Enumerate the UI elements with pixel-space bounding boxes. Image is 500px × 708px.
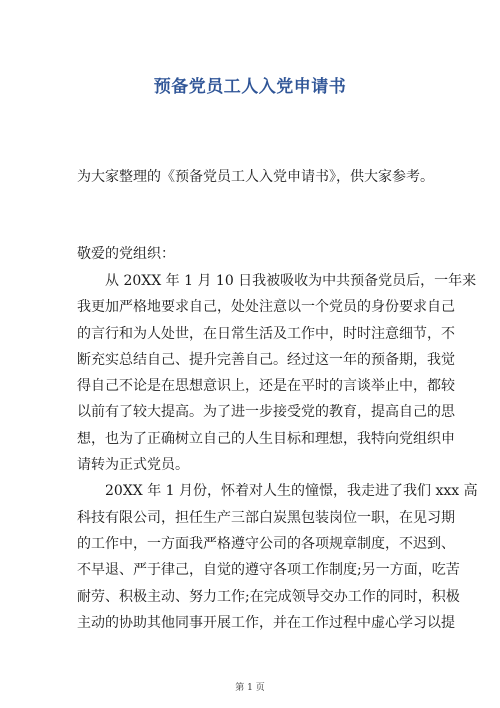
intro-text: 为大家整理的《预备党员工人入党申请书》，供大家参考。 bbox=[77, 169, 434, 185]
paragraph-1-line-6: 以前有了较大提高。为了进一步接受党的教育，提高自己的思 bbox=[77, 404, 455, 421]
paragraph-1-line-7: 想，也为了正确树立自己的人生目标和理想，我特向党组织申 bbox=[77, 430, 455, 447]
letter-body bbox=[77, 268, 478, 636]
paragraph-1-line-3: 的言行和为人处世，在日常生活及工作中，时时注意细节，不 bbox=[77, 325, 455, 342]
salutation: 敬爱的党组织： bbox=[77, 246, 175, 262]
page-number: 第 1 页 bbox=[235, 683, 265, 693]
paragraph-2-line-5: 耐劳、积极主动、努力工作;在完成领导交办工作的同时，积极 bbox=[77, 588, 460, 605]
paragraph-1-line-2: 我更加严格地要求自己，处处注意以一个党员的身份要求自己 bbox=[77, 299, 455, 316]
paragraph-2-line-1: 20XX 年 1 月份，怀着对人生的憧憬，我走进了我们 xxx 高 bbox=[105, 483, 478, 500]
paragraph-2-line-6: 主动的协助其他同事开展工作，并在工作过程中虚心学习以提 bbox=[77, 614, 455, 631]
paragraph-1-line-8: 请转为正式党员。 bbox=[77, 457, 189, 474]
paragraph-2-line-3: 的工作中，一方面我严格遵守公司的各项规章制度，不迟到、 bbox=[77, 535, 455, 552]
paragraph-1-line-4: 断充实总结自己、提升完善自己。经过这一年的预备期，我觉 bbox=[77, 351, 455, 368]
paragraph-2-line-4: 不早退、严于律己，自觉的遵守各项工作制度;另一方面，吃苦 bbox=[77, 562, 460, 579]
paragraph-2-line-2: 科技有限公司，担任生产三部白炭黑包装岗位一职，在见习期 bbox=[77, 509, 455, 526]
paragraph-1-line-1: 从 20XX 年 1 月 10 日我被吸收为中共预备党员后，一年来 bbox=[105, 273, 477, 289]
document-title: 预备党员工人入党申请书 bbox=[153, 77, 347, 97]
paragraph-1-line-5: 得自己不论是在思想意识上，还是在平时的言谈举止中，都较 bbox=[77, 378, 455, 395]
